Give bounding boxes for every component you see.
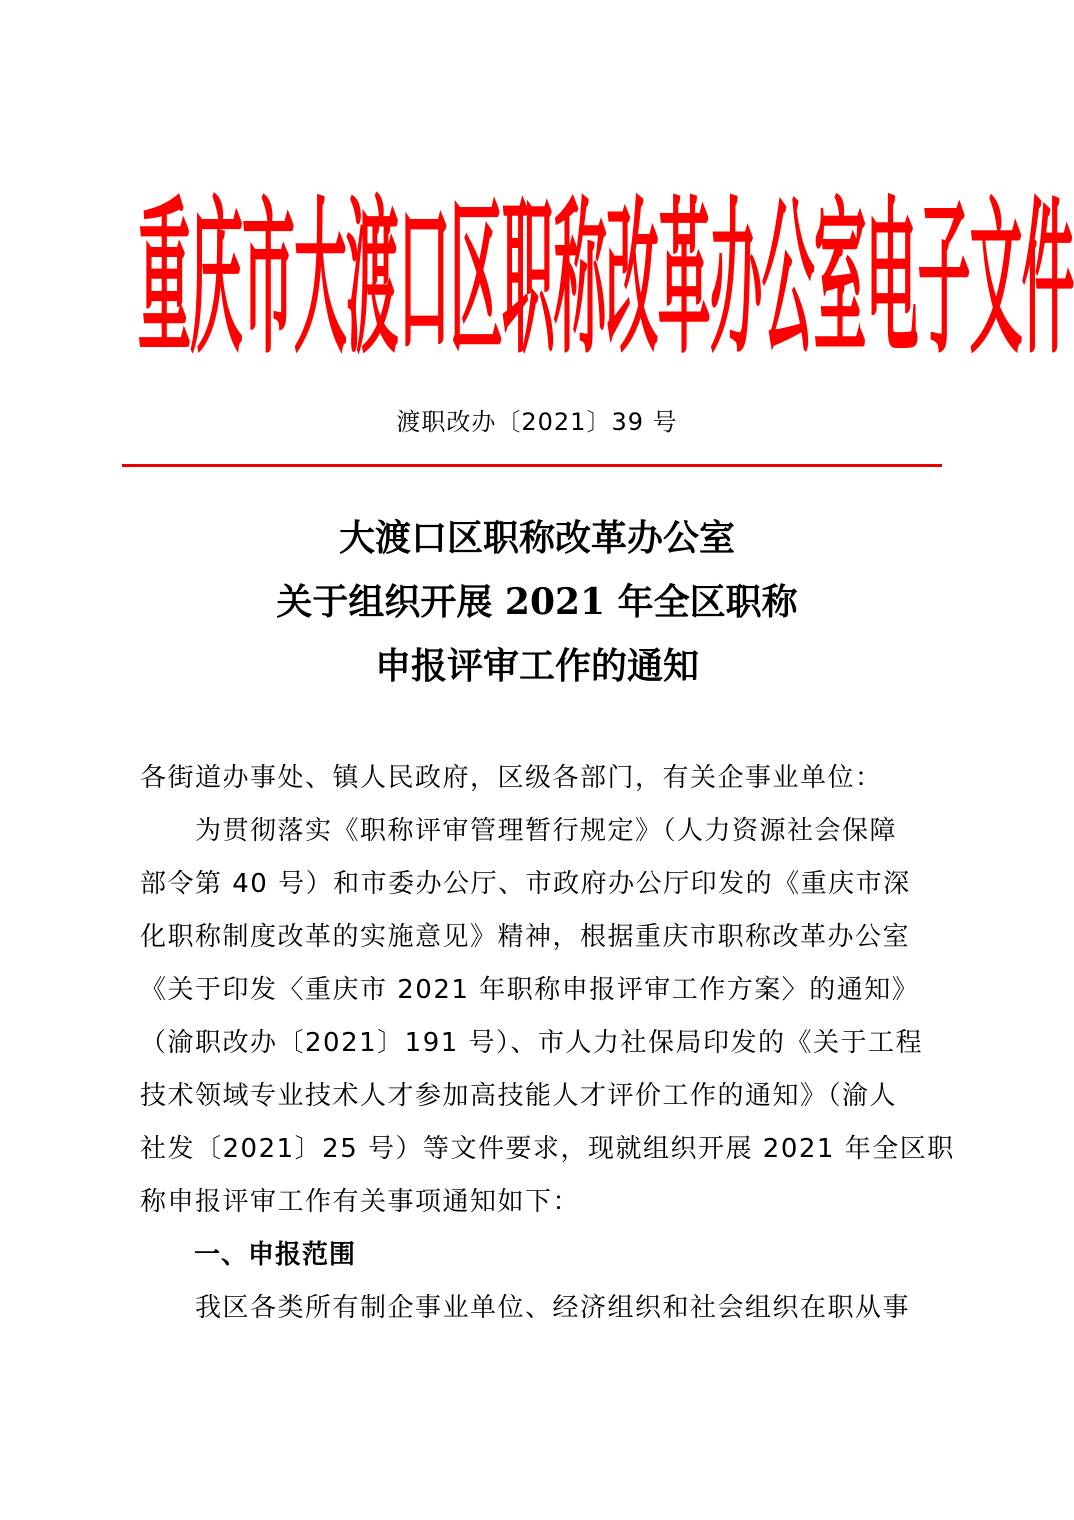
paragraph-line: 为贯彻落实《职称评审管理暂行规定》（人力资源社会保障	[140, 816, 898, 846]
paragraph-line: 技术领域专业技术人才参加高技能人才评价工作的通知》（渝人	[140, 1081, 898, 1111]
paragraph-line: （渝职改办〔2021〕191 号）、市人力社保局印发的《关于工程	[140, 1028, 924, 1058]
section-text-line: 我区各类所有制企事业单位、经济组织和社会组织在职从事	[140, 1293, 911, 1323]
paragraph-line: 称申报评审工作有关事项通知如下：	[140, 1187, 581, 1217]
document-number: 渡职改办〔2021〕39 号	[396, 408, 678, 436]
title-line-2: 关于组织开展 2021 年全区职称	[276, 581, 798, 623]
paragraph-line: 《关于印发〈重庆市 2021 年职称申报评审工作方案〉的通知》	[140, 975, 920, 1005]
addressee-line: 各街道办事处、镇人民政府，区级各部门，有关企事业单位：	[140, 763, 883, 793]
red-divider-line	[122, 464, 942, 467]
masthead-title: 重庆市大渡口区职称改革办公室电子文件	[138, 184, 1074, 379]
title-line-1: 大渡口区职称改革办公室	[338, 517, 735, 559]
paragraph-line: 化职称制度改革的实施意见》精神，根据重庆市职称改革办公室	[140, 922, 911, 952]
title-line-3: 申报评审工作的通知	[374, 645, 699, 687]
section-heading: 一、申报范围	[140, 1240, 357, 1270]
masthead	[138, 184, 1074, 379]
paragraph-line: 部令第 40 号）和市委办公厅、市政府办公厅印发的《重庆市深	[140, 869, 911, 899]
paragraph-line: 社发〔2021〕25 号）等文件要求，现就组织开展 2021 年全区职	[140, 1134, 955, 1164]
